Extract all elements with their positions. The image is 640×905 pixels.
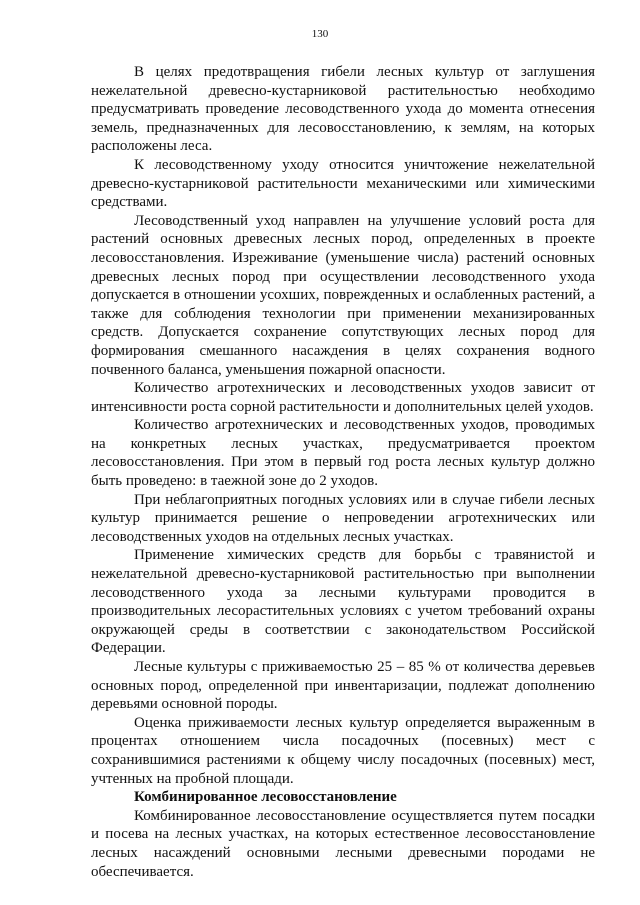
page-number: 130 (311, 28, 329, 40)
paragraph: Лесоводственный уход направлен на улучшение условий роста для растений основных древесных лесных пород, определенных в проекте лесовосстановления. Изреживание (уменьшение числа) растений основных древесных лесных пород при осуществлении лесоводственного ухода допускается в отношении усохших, поврежденных и ослабленных растений, а также для соблюдения технологии при применении механизированных средств. Допускается сохранение сопутствующих лесных пород для формирования смешанного насаждения в целях сохранения водного почвенного баланса, уменьшения пожарной опасности. (91, 212, 595, 378)
paragraph: Оценка приживаемости лесных культур определяется выраженным в процентах отношением числа посадочных (посевных) мест с сохранившимися растениями к общему числу посадочных (посевных) мест, учтенных на пробной площади. (91, 714, 595, 787)
paragraph: К лесоводственному уходу относится уничтожение нежелательной древесно-кустарниковой растительности механическими или химическими средствами. (91, 156, 595, 211)
paragraph: Лесные культуры с приживаемостью 25 – 85 % от количества деревьев основных пород, определенной при инвентаризации, подлежат дополнению деревьями основной породы. (91, 659, 595, 713)
paragraph: Количество агротехнических и лесоводственных уходов зависит от интенсивности роста сорной растительности и дополнительных целей уходов. (91, 380, 595, 415)
paragraph: Количество агротехнических и лесоводственных уходов, проводимых на конкретных лесных участках, предусматривается проектом лесовосстановления. При этом в первый год роста лесных культур должно быть проведено: в таежной зоне до 2 уходов. (91, 417, 595, 490)
paragraph: При неблагоприятных погодных условиях или в случае гибели лесных культур принимается решение о непроведении агротехнических или лесоводственных уходов на отдельных лесных участках. (91, 491, 595, 545)
section-paragraph: Комбинированное лесовосстановление осуществляется путем посадки и посева на лесных участках, на которых естественное лесовосстановление лесных насаждений основными лесными древесными породами не обеспечивается. (91, 807, 595, 880)
paragraph: В целях предотвращения гибели лесных культур от заглушения нежелательной древесно-кустарниковой растительностью необходимо предусматривать проведение лесоводственного ухода до момента отнесения земель, предназначенных для лесовосстановлению, к землям, на которых расположены леса. (91, 64, 595, 155)
paragraph: Применение химических средств для борьбы с травянистой и нежелательной древесно-кустарниковой растительностью при выполнении лесоводственного ухода за лесными культурами проводится в производительных лесорастительных условиях с учетом требований охраны окружающей среды в соответствии с законодательством Российской Федерации. (91, 547, 595, 657)
section-heading: Комбинированное лесовосстановление (134, 789, 397, 806)
body-text (91, 63, 595, 881)
